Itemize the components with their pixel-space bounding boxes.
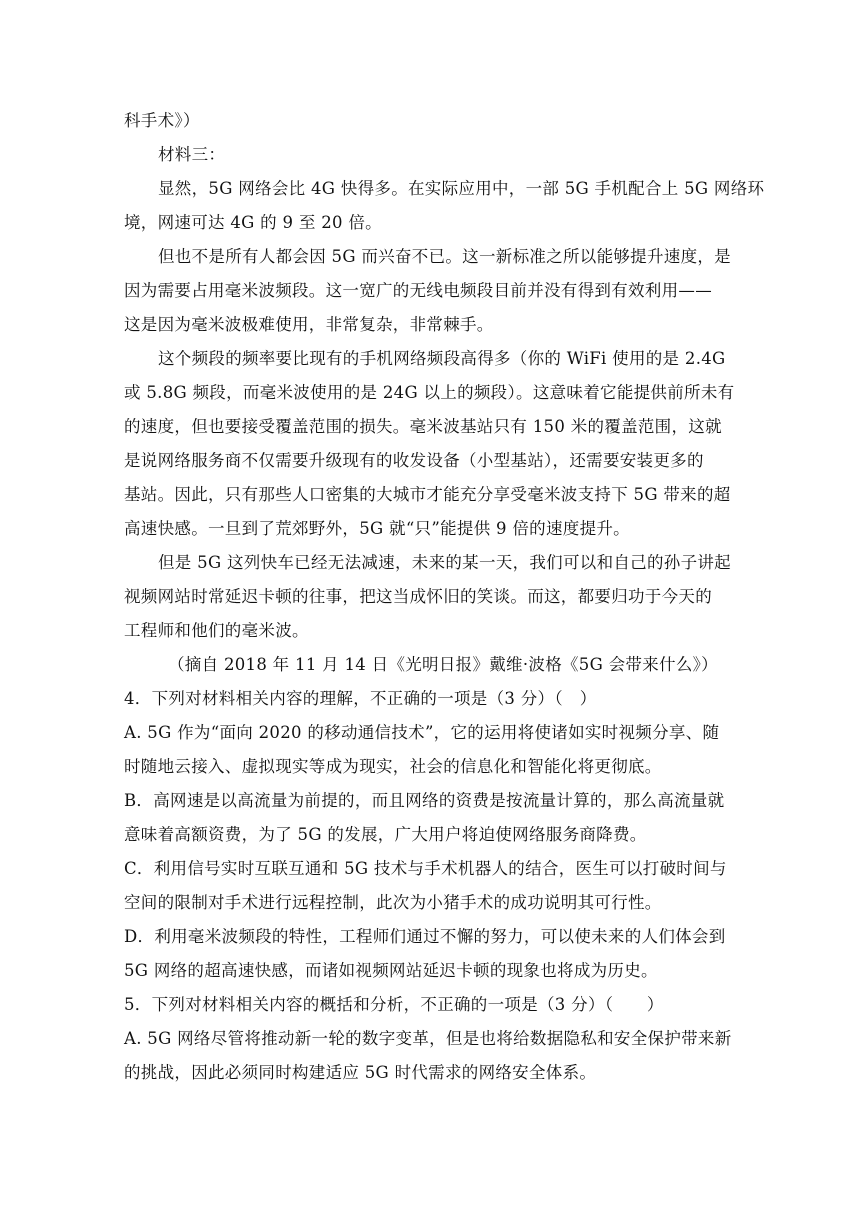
paragraph-line: 但是 5G 这列快车已经无法减速，未来的某一天，我们可以和自己的孙子讲起 bbox=[158, 553, 731, 572]
question-4-option-a: A. 5G 作为“面向 2020 的移动通信技术”，它的运用将使诸如实时视频分享、随 bbox=[124, 723, 720, 742]
paragraph-line: 境，网速可达 4G 的 9 至 20 倍。 bbox=[124, 213, 382, 232]
paragraph-line: 这是因为毫米波极难使用，非常复杂，非常棘手。 bbox=[124, 315, 494, 334]
question-4-option-d: D．利用毫米波频段的特性，工程师们通过不懈的努力，可以使未来的人们体会到 bbox=[124, 927, 726, 946]
source-citation: （摘自 2018 年 11 月 14 日《光明日报》戴维·波格《5G 会带来什么》） bbox=[168, 655, 718, 674]
paragraph-line: 显然，5G 网络会比 4G 快得多。在实际应用中，一部 5G 手机配合上 5G 网络环 bbox=[158, 179, 765, 198]
paragraph-line: 是说网络服务商不仅需要升级现有的收发设备（小型基站），还需要安装更多的 bbox=[124, 451, 704, 470]
document-page bbox=[124, 104, 765, 1090]
question-5-option-a-cont: 的挑战，因此必须同时构建适应 5G 时代需求的网络安全体系。 bbox=[124, 1063, 597, 1082]
question-5-stem: 5．下列对材料相关内容的概括和分析，不正确的一项是（3 分）（ ） bbox=[124, 995, 664, 1014]
paragraph-line: 基站。因此，只有那些人口密集的大城市才能充分享受毫米波支持下 5G 带来的超 bbox=[124, 485, 731, 504]
question-4-stem: 4．下列对材料相关内容的理解，不正确的一项是（3 分）（ ） bbox=[124, 689, 597, 708]
question-4-option-b-cont: 意味着高额资费，为了 5G 的发展，广大用户将迫使网络服务商降费。 bbox=[124, 825, 647, 844]
question-4-option-b: B．高网速是以高流量为前提的，而且网络的资费是按流量计算的，那么高流量就 bbox=[124, 791, 725, 810]
question-5-option-a: A. 5G 网络尽管将推动新一轮的数字变革，但是也将给数据隐私和安全保护带来新 bbox=[124, 1029, 732, 1048]
paragraph-line: 这个频段的频率要比现有的手机网络频段高得多（你的 WiFi 使用的是 2.4G bbox=[158, 349, 726, 368]
paragraph-line: 因为需要占用毫米波频段。这一宽广的无线电频段目前并没有得到有效利用—— bbox=[124, 281, 712, 300]
question-4-option-c: C．利用信号实时互联互通和 5G 技术与手术机器人的结合，医生可以打破时间与 bbox=[124, 859, 727, 878]
paragraph-line: 高速快感。一旦到了荒郊野外，5G 就“只”能提供 9 倍的速度提升。 bbox=[124, 519, 630, 538]
paragraph-line: 但也不是所有人都会因 5G 而兴奋不已。这一新标准之所以能够提升速度，是 bbox=[158, 247, 731, 266]
question-4-option-d-cont: 5G 网络的超高速快感，而诸如视频网站延迟卡顿的现象也将成为历史。 bbox=[124, 961, 658, 980]
text-line: 科手术》） bbox=[124, 111, 200, 130]
question-4-option-a-cont: 时随地云接入、虚拟现实等成为现实，社会的信息化和智能化将更彻底。 bbox=[124, 757, 662, 776]
paragraph-line: 工程师和他们的毫米波。 bbox=[124, 621, 309, 640]
paragraph-line: 或 5.8G 频段，而毫米波使用的是 24G 以上的频段）。这意味着它能提供前所未有 bbox=[124, 383, 735, 402]
paragraph-line: 视频网站时常延迟卡顿的往事，把这当成怀旧的笑谈。而这，都要归功于今天的 bbox=[124, 587, 712, 606]
section-heading: 材料三： bbox=[158, 145, 226, 164]
paragraph-line: 的速度，但也要接受覆盖范围的损失。毫米波基站只有 150 米的覆盖范围，这就 bbox=[124, 417, 722, 436]
question-4-option-c-cont: 空间的限制对手术进行远程控制，此次为小猪手术的成功说明其可行性。 bbox=[124, 893, 662, 912]
